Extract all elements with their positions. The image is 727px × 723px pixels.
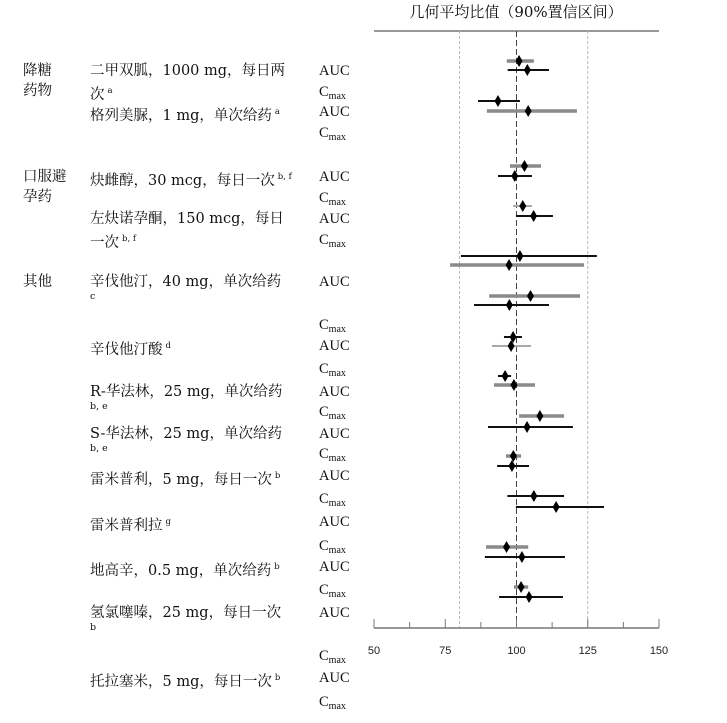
metric-label-cmax: $C_{max}$ — [319, 361, 346, 379]
point-estimate-diamond-icon — [553, 501, 560, 513]
metric-label-cmax: $C_{max}$ — [319, 125, 346, 143]
point-estimate-diamond-icon — [518, 551, 525, 563]
metric-label-cmax: $C_{max}$ — [319, 84, 346, 102]
drug-label-digoxin: 地高辛，0.5 mg，单次给药 $^b$ — [90, 562, 280, 579]
metric-label-cmax: $C_{max}$ — [319, 404, 346, 422]
point-estimate-diamond-icon — [510, 450, 517, 462]
category-label-oral-contraceptive: 口服避 孕药 — [23, 169, 67, 205]
point-estimate-diamond-icon — [511, 170, 518, 182]
drug-label-s-warfarin: S-华法林，25 mg，单次给药 b, e — [90, 426, 282, 454]
category-label-other: 其他 — [23, 274, 52, 290]
metric-label-cmax: $C_{max}$ — [319, 538, 346, 556]
metric-label-auc: AUC — [319, 274, 350, 290]
drug-label-ramiprilat: 雷米普利拉 $^g$ — [90, 517, 171, 534]
metric-label-auc: AUC — [319, 384, 350, 400]
point-estimate-diamond-icon — [521, 160, 528, 172]
drug-label-hydrochlorothiazide: 氢氯噻嗪，25 mg，每日一次 b — [90, 605, 282, 633]
metric-label-auc: AUC — [319, 514, 350, 530]
metric-label-auc: AUC — [319, 605, 350, 621]
x-tick-label: 100 — [507, 645, 526, 657]
point-estimate-diamond-icon — [524, 64, 531, 76]
metric-label-auc: AUC — [319, 104, 350, 120]
metric-label-auc: AUC — [319, 559, 350, 575]
point-estimate-diamond-icon — [518, 581, 525, 593]
chart-title: 几何平均比值（90%置信区间） — [409, 3, 623, 21]
metric-label-cmax: $C_{max}$ — [319, 190, 346, 208]
point-estimate-diamond-icon — [506, 259, 513, 271]
point-estimate-diamond-icon — [536, 410, 543, 422]
point-estimate-diamond-icon — [503, 541, 510, 553]
drug-label-levonorgestrel: 左炔诺孕酮，150 mcg，每日 一次 $^{b, f}$ — [90, 211, 284, 251]
metric-label-cmax: $C_{max}$ — [319, 317, 346, 335]
drug-label-torasemide: 托拉塞米，5 mg，每日一次 $^b$ — [90, 673, 281, 690]
metric-label-cmax: $C_{max}$ — [319, 648, 346, 666]
point-estimate-diamond-icon — [508, 460, 515, 472]
metric-label-auc: AUC — [319, 670, 350, 686]
point-estimate-diamond-icon — [494, 95, 501, 107]
metric-label-auc: AUC — [319, 169, 350, 185]
drug-label-r-warfarin: R-华法林，25 mg，单次给药 b, e — [90, 384, 283, 412]
metric-label-cmax: $C_{max}$ — [319, 232, 346, 250]
point-estimate-diamond-icon — [525, 105, 532, 117]
point-estimate-diamond-icon — [524, 421, 531, 433]
category-label-antidiabetic: 降糖 药物 — [23, 63, 52, 99]
point-estimate-diamond-icon — [510, 379, 517, 391]
point-estimate-diamond-icon — [516, 55, 523, 67]
point-estimate-diamond-icon — [506, 299, 513, 311]
point-estimate-diamond-icon — [526, 591, 533, 603]
drug-label-simvastatin: 辛伐他汀，40 mg，单次给药 c — [90, 274, 282, 302]
metric-label-cmax: $C_{max}$ — [319, 582, 346, 600]
metric-label-auc: AUC — [319, 468, 350, 484]
metric-label-auc: AUC — [319, 338, 350, 354]
point-estimate-diamond-icon — [527, 290, 534, 302]
metric-label-cmax: $C_{max}$ — [319, 446, 346, 464]
metric-label-cmax: $C_{max}$ — [319, 491, 346, 509]
metric-label-auc: AUC — [319, 426, 350, 442]
drug-label-metformin: 二甲双胍，1000 mg，每日两 次 $^a$ — [90, 63, 286, 103]
point-estimate-diamond-icon — [502, 370, 509, 382]
x-tick-label: 75 — [439, 645, 452, 657]
drug-label-glimepiride: 格列美脲，1 mg，单次给药 $^a$ — [90, 107, 280, 124]
x-tick-label: 150 — [649, 645, 669, 657]
drug-label-ramipril: 雷米普利，5 mg，每日一次 $^b$ — [90, 471, 281, 488]
x-tick-label: 125 — [578, 645, 597, 657]
point-estimate-diamond-icon — [519, 200, 526, 212]
metric-label-auc: AUC — [319, 63, 350, 79]
metric-label-cmax: $C_{max}$ — [319, 694, 346, 712]
point-estimate-diamond-icon — [530, 490, 537, 502]
x-tick-label: 50 — [367, 645, 381, 657]
point-estimate-diamond-icon — [516, 250, 523, 262]
drug-label-simvastatin-acid: 辛伐他汀酸 $^d$ — [90, 341, 171, 358]
drug-label-ethinylestradiol: 炔雌醇，30 mcg，每日一次 $^{b, f}$ — [90, 172, 292, 189]
point-estimate-diamond-icon — [530, 210, 537, 222]
metric-label-auc: AUC — [319, 211, 350, 227]
